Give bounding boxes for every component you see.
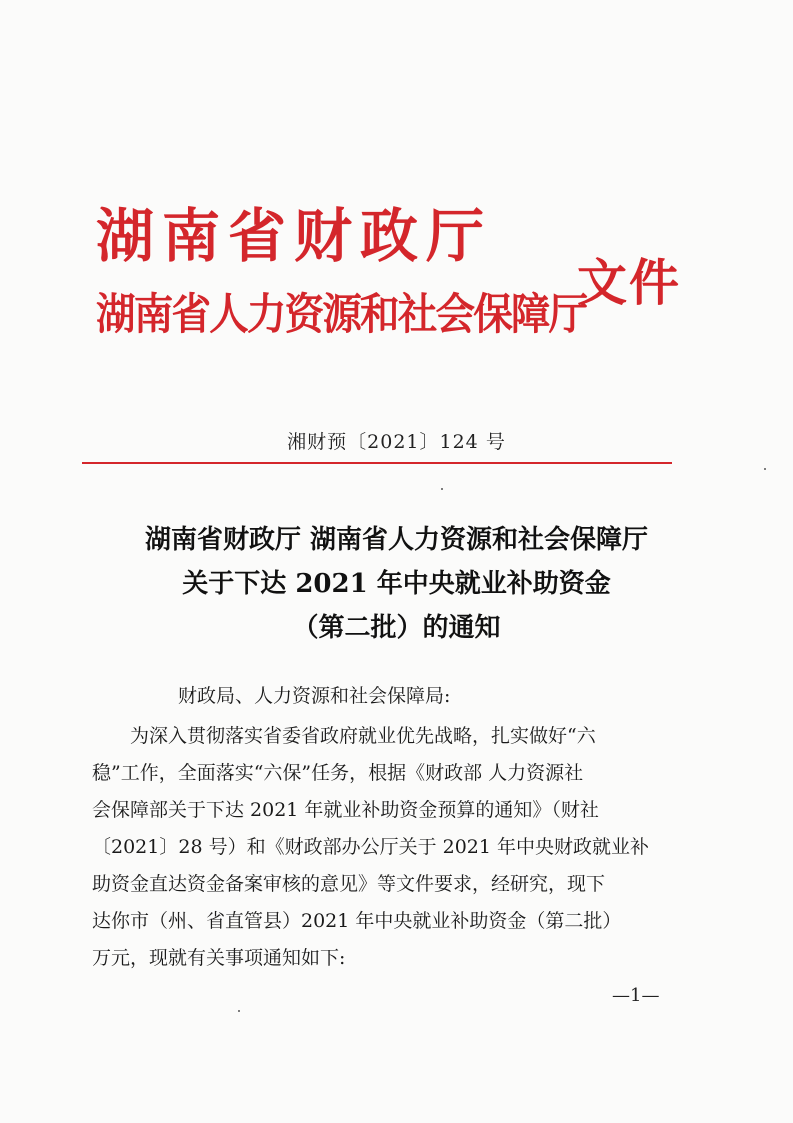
body-line: 助资金直达资金备案审核的意见》等文件要求，经研究，现下 [92,873,606,895]
body-line: 为深入贯彻落实省委省政府就业优先战略，扎实做好“六 [130,725,596,747]
header-issuer-hrss: 湖南省人力资源和社会保障厅 [96,290,587,340]
header-issuer-finance: 湖南省财政厅 [96,202,493,270]
document-number: 湘财预〔2021〕124 号 [287,431,506,453]
body-line: 〔2021〕28 号）和《财政部办公厅关于 2021 年中央财政就业补 [92,836,650,858]
body-line: 万元，现就有关事项通知如下: [92,947,346,969]
document-title [60,518,733,650]
body-line: 会保障部关于下达 2021 年就业补助资金预算的通知》（财社 [92,799,599,821]
scan-speck [764,468,766,470]
page-number: —1— [612,985,660,1006]
red-separator-line [82,462,672,464]
body-line: 达你市（州、省直管县）2021 年中央就业补助资金（第二批） [92,910,622,932]
scan-speck [238,1010,240,1012]
scan-speck [441,488,443,490]
header-doc-type: 文件 [577,254,681,312]
title-line-2: 关于下达 2021 年中央就业补助资金 [182,569,611,599]
title-line-3: （第二批）的通知 [292,613,501,643]
body-line: 稳”工作，全面落实“六保”任务，根据《财政部 人力资源社 [92,762,584,784]
salutation: 财政局、人力资源和社会保障局: [178,685,451,707]
body-paragraph [92,718,687,977]
title-line-1: 湖南省财政厅 湖南省人力资源和社会保障厅 [144,525,649,555]
